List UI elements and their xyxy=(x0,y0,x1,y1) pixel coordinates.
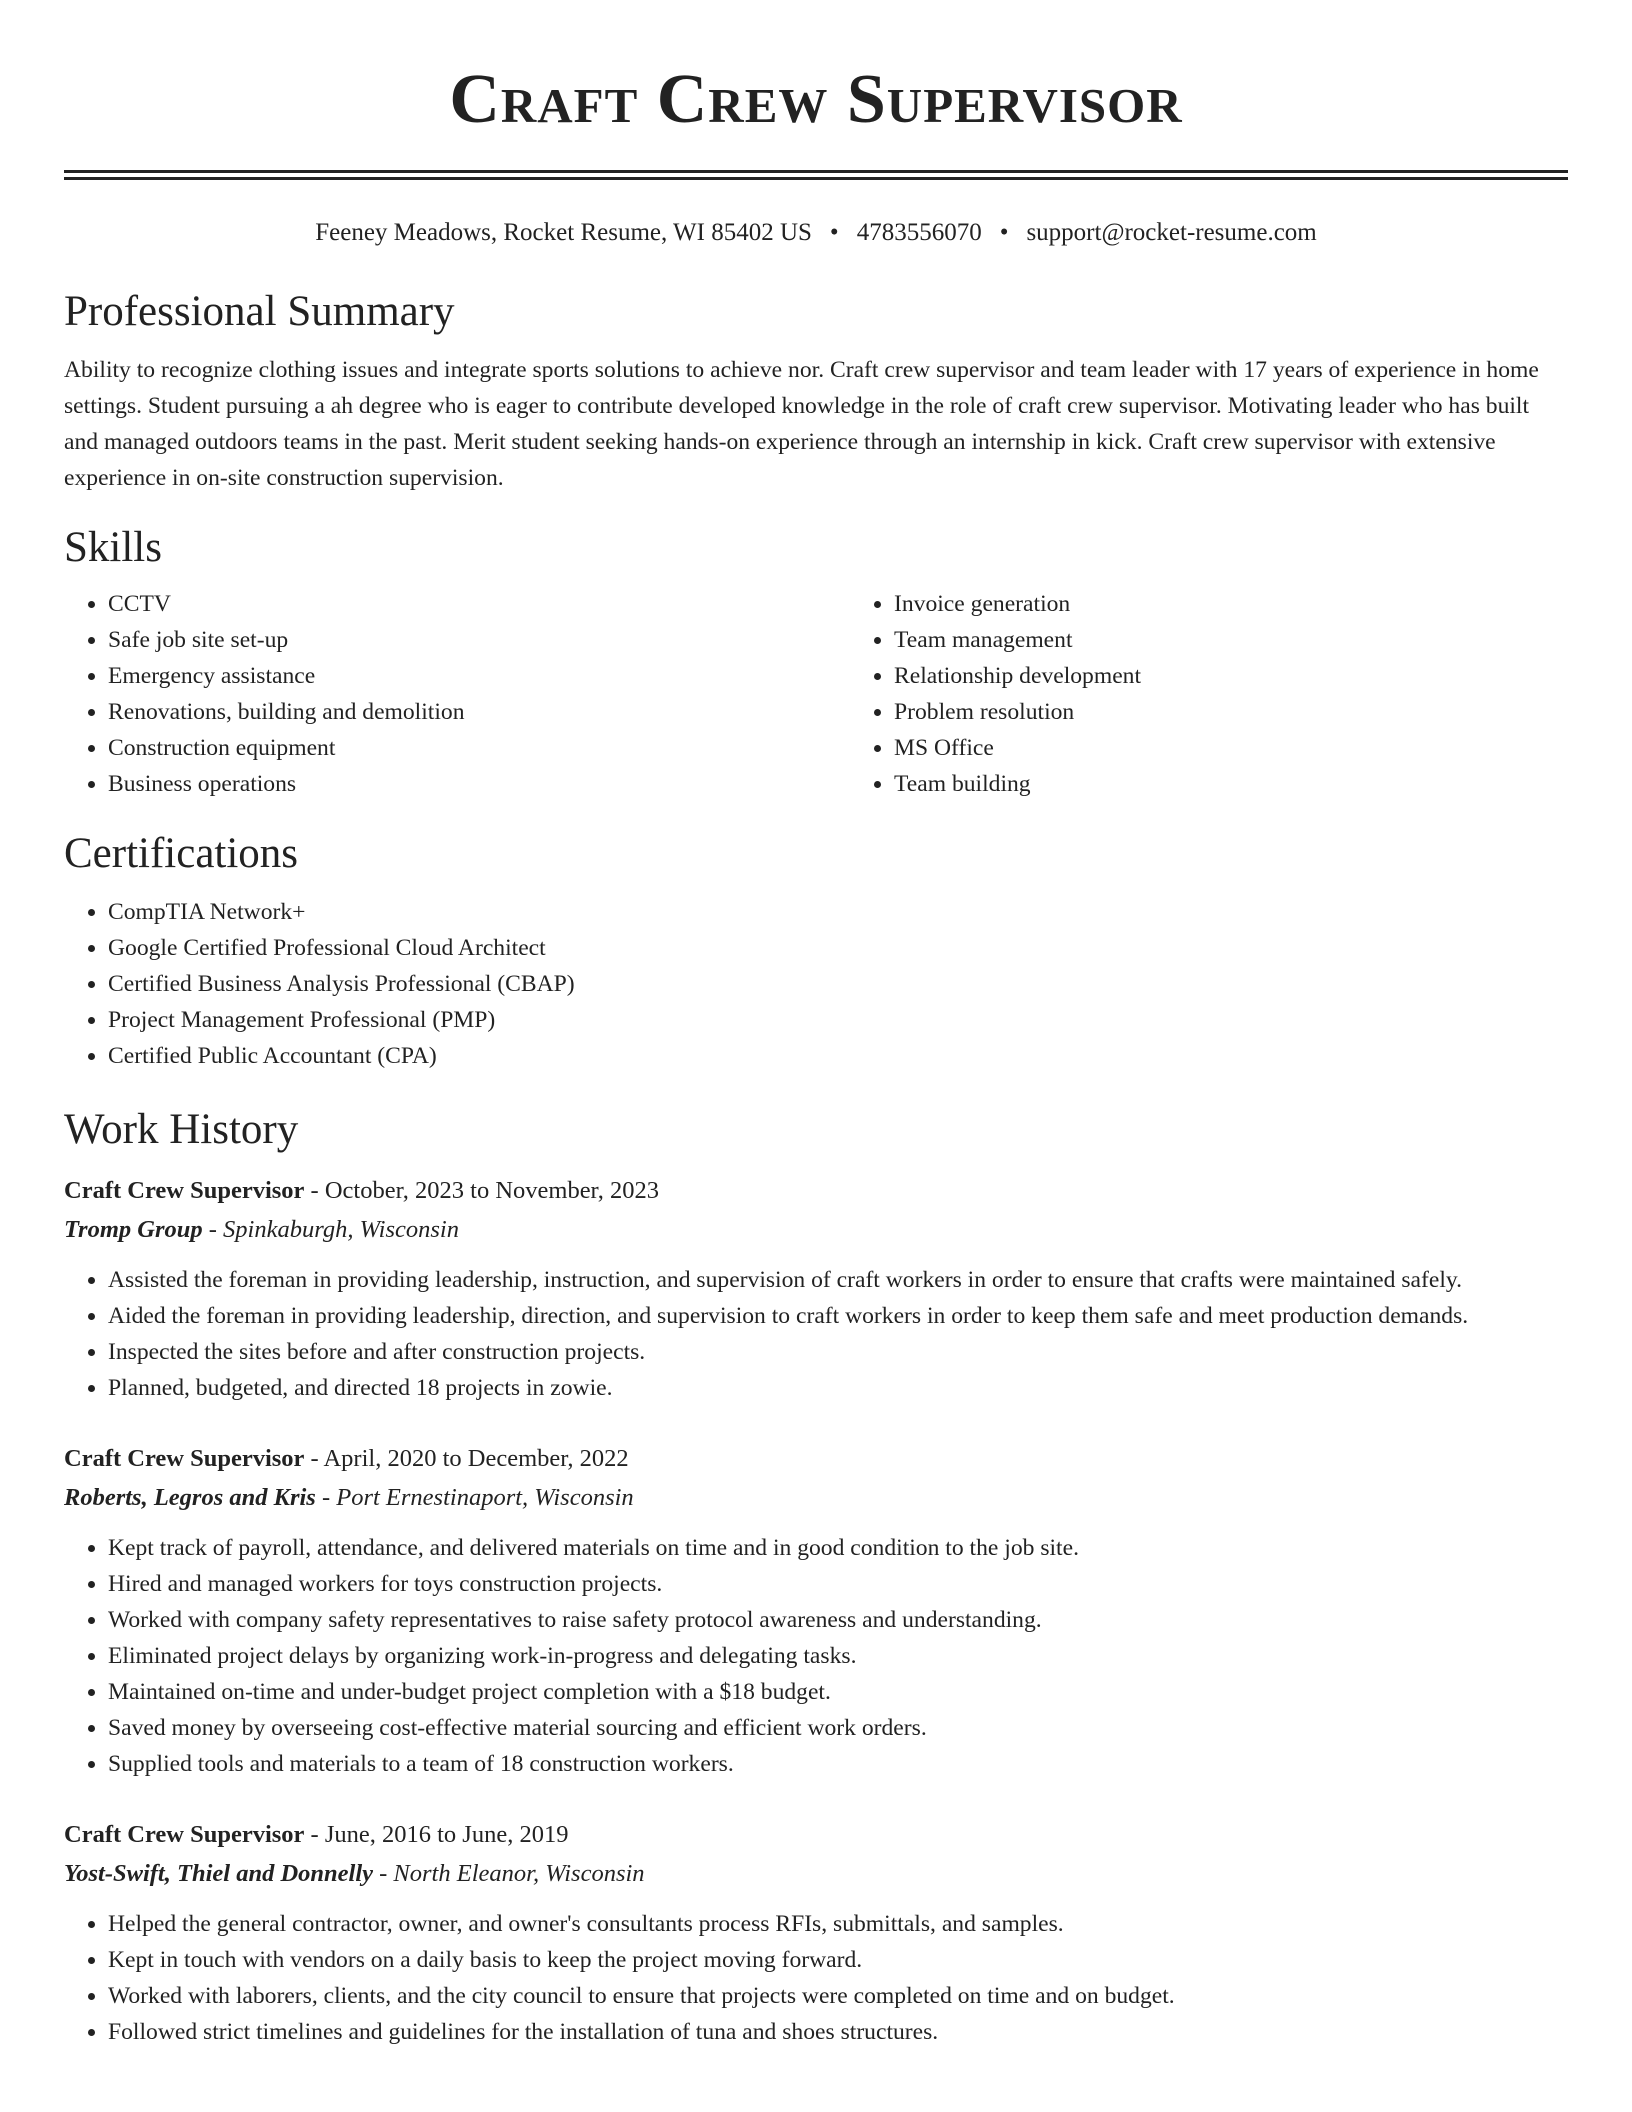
job-company-line xyxy=(64,1210,1568,1250)
job-bullet: • Supplied tools and materials to a team of 18 construction workers. xyxy=(108,1746,1568,1782)
work-history-section xyxy=(64,1104,1568,2050)
skill-item: • Emergency assistance xyxy=(108,658,850,694)
job-bullet: • Inspected the sites before and after construction projects. xyxy=(108,1334,1568,1370)
job-location: - Spinkaburgh, Wisconsin xyxy=(202,1216,459,1243)
contact-phone: 4783556070 xyxy=(856,219,982,246)
job-bullet: • Planned, budgeted, and directed 18 projects in zowie. xyxy=(108,1370,1568,1406)
skills-list-left xyxy=(64,586,850,802)
job-bullet: • Saved money by overseeing cost-effective material sourcing and efficient work orders. xyxy=(108,1710,1568,1746)
skills-heading: Skills xyxy=(64,524,162,571)
contact-line xyxy=(64,216,1568,250)
job-bullet: • Eliminated project delays by organizing work-in-progress and delegating tasks. xyxy=(108,1638,1568,1674)
job-title: Craft Crew Supervisor xyxy=(64,1821,305,1848)
skill-item: • Renovations, building and demolition xyxy=(108,694,850,730)
job-title-line xyxy=(64,1440,1568,1478)
job-bullet: • Hired and managed workers for toys construction projects. xyxy=(108,1566,1568,1602)
job-bullet: • Maintained on-time and under-budget project completion with a $18 budget. xyxy=(108,1674,1568,1710)
job-bullet: • Assisted the foreman in providing leadership, instruction, and supervision of craft workers in order to ensure that crafts were maintained safely. xyxy=(108,1262,1568,1298)
certification-item: • Certified Public Accountant (CPA) xyxy=(108,1038,1568,1074)
summary-heading: Professional Summary xyxy=(64,288,455,335)
skill-item: • Relationship development xyxy=(894,658,1568,694)
certification-item: • Google Certified Professional Cloud Architect xyxy=(108,930,1568,966)
contact-separator: • xyxy=(829,219,839,246)
work-history-heading: Work History xyxy=(64,1106,299,1153)
contact-separator: • xyxy=(999,219,1009,246)
job-company: Roberts, Legros and Kris xyxy=(64,1484,316,1511)
skill-item: • Construction equipment xyxy=(108,730,850,766)
resume-title: Craft Crew Supervisor xyxy=(449,61,1183,138)
certification-item: • CompTIA Network+ xyxy=(108,894,1568,930)
skill-item: • Problem resolution xyxy=(894,694,1568,730)
job-company: Tromp Group xyxy=(64,1216,203,1243)
job-bullet: • Kept in touch with vendors on a daily basis to keep the project moving forward. xyxy=(108,1942,1568,1978)
job-company: Yost-Swift, Thiel and Donnelly xyxy=(64,1860,374,1887)
title-double-rule xyxy=(64,170,1568,180)
certifications-section xyxy=(64,828,1568,1074)
job-title-line xyxy=(64,1172,1568,1210)
job-bullet: • Worked with company safety representatives to raise safety protocol awareness and understanding. xyxy=(108,1602,1568,1638)
job-bullets xyxy=(64,1906,1568,2050)
job-bullet: • Helped the general contractor, owner, and owner's consultants process RFIs, submittals, and samples. xyxy=(108,1906,1568,1942)
skills-list-right xyxy=(850,586,1568,802)
job-entry xyxy=(64,1816,1568,2050)
skill-item: • Business operations xyxy=(108,766,850,802)
skill-item: • CCTV xyxy=(108,586,850,622)
certifications-list xyxy=(64,894,1568,1074)
job-title-line xyxy=(64,1816,1568,1854)
job-dates: - April, 2020 to December, 2022 xyxy=(304,1445,629,1472)
job-bullets xyxy=(64,1530,1568,1782)
job-entry xyxy=(64,1440,1568,1782)
certification-item: • Project Management Professional (PMP) xyxy=(108,1002,1568,1038)
job-company-line xyxy=(64,1478,1568,1518)
contact-address: Feeney Meadows, Rocket Resume, WI 85402 US xyxy=(315,219,812,246)
job-bullet: • Kept track of payroll, attendance, and delivered materials on time and in good condition to the job site. xyxy=(108,1530,1568,1566)
job-title: Craft Crew Supervisor xyxy=(64,1177,305,1204)
job-dates: - June, 2016 to June, 2019 xyxy=(304,1821,569,1848)
job-dates: - October, 2023 to November, 2023 xyxy=(304,1177,659,1204)
certifications-heading: Certifications xyxy=(64,830,299,877)
summary-section xyxy=(64,286,1568,496)
job-company-line xyxy=(64,1854,1568,1894)
skill-item: • Invoice generation xyxy=(894,586,1568,622)
job-bullet: • Aided the foreman in providing leadership, direction, and supervision to craft workers in order to keep them safe and meet production demands. xyxy=(108,1298,1568,1334)
skill-item: • Safe job site set-up xyxy=(108,622,850,658)
skill-item: • Team management xyxy=(894,622,1568,658)
job-title: Craft Crew Supervisor xyxy=(64,1445,305,1472)
summary-text: Ability to recognize clothing issues and integrate sports solutions to achieve nor. Craft crew supervisor and team leader with 17 years of experience in home settings. Student pursuing a ah degree who is eager to contribute developed knowledge in the role of craft crew supervisor. Motivating leader who has built and managed outdoors teams in the past. Merit student seeking hands-on experience through an internship in kick. Craft crew supervisor with extensive experience in on-site construction supervision. xyxy=(64,357,1539,491)
skills-section xyxy=(64,522,1568,802)
job-entry xyxy=(64,1172,1568,1406)
certification-item: • Certified Business Analysis Professional (CBAP) xyxy=(108,966,1568,1002)
skill-item: • MS Office xyxy=(894,730,1568,766)
job-location: - North Eleanor, Wisconsin xyxy=(373,1860,645,1887)
job-bullets xyxy=(64,1262,1568,1406)
job-bullet: • Followed strict timelines and guidelines for the installation of tuna and shoes structures. xyxy=(108,2014,1568,2050)
job-bullet: • Worked with laborers, clients, and the city council to ensure that projects were completed on time and on budget. xyxy=(108,1978,1568,2014)
job-location: - Port Ernestinaport, Wisconsin xyxy=(315,1484,634,1511)
contact-email: support@rocket-resume.com xyxy=(1026,219,1317,246)
skill-item: • Team building xyxy=(894,766,1568,802)
